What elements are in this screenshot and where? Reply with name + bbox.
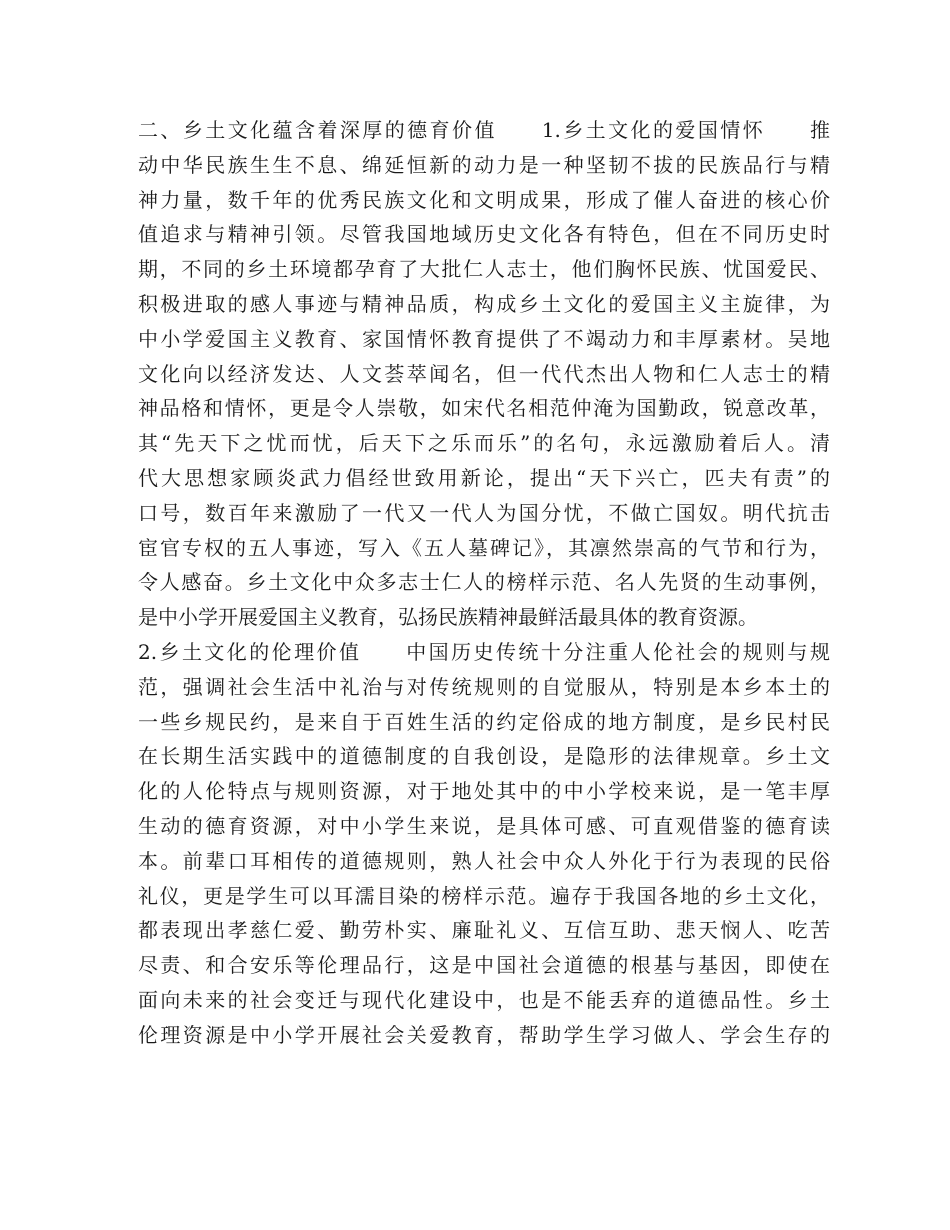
text-line: 值追求与精神引领。尽管我国地域历史文化各有特色，但在不同历史时 bbox=[138, 222, 830, 247]
text-line: 积极进取的感人事迹与精神品质，构成乡土文化的爱国主义主旋律，为 bbox=[138, 291, 830, 316]
text-line: 动中华民族生生不息、绵延恒新的动力是一种坚韧不拔的民族品行与精 bbox=[138, 152, 830, 177]
text-line: 二、乡土文化蕴含着深厚的德育价值 1.乡土文化的爱国情怀 推 bbox=[138, 118, 830, 142]
text-line: 是中小学开展爱国主义教育，弘扬民族精神最鲜活最具体的教育资源。 bbox=[138, 605, 758, 630]
text-line: 期，不同的乡土环境都孕育了大批仁人志士，他们胸怀民族、忧国爱民、 bbox=[138, 257, 830, 282]
text-line: 面向未来的社会变迁与现代化建设中，也是不能丢弃的道德品性。乡土 bbox=[138, 987, 830, 1012]
text-line: 神力量，数千年的优秀民族文化和文明成果，形成了催人奋进的核心价 bbox=[138, 187, 830, 212]
text-line: 文化向以经济发达、人文荟萃闻名，但一代代杰出人物和仁人志士的精 bbox=[138, 361, 830, 386]
text-line: 化的人伦特点与规则资源，对于地处其中的中小学校来说，是一笔丰厚 bbox=[138, 779, 830, 804]
text-line: 在长期生活实践中的道德制度的自我创设，是隐形的法律规章。乡土文 bbox=[138, 744, 830, 769]
text-line: 一些乡规民约，是来自于百姓生活的约定俗成的地方制度，是乡民村民 bbox=[138, 709, 830, 734]
text-line: 代大思想家顾炎武力倡经世致用新论，提出“天下兴亡，匹夫有责”的 bbox=[138, 465, 830, 490]
text-line: 范，强调社会生活中礼治与对传统规则的自觉服从，特别是本乡本土的 bbox=[138, 674, 830, 699]
text-line: 2.乡土文化的伦理价值 中国历史传统十分注重人伦社会的规则与规 bbox=[138, 639, 830, 664]
text-line: 都表现出孝慈仁爱、勤劳朴实、廉耻礼义、互信互助、悲天悯人、吃苦 bbox=[138, 918, 830, 943]
text-line: 口号，数百年来激励了一代又一代人为国分忧，不做亡国奴。明代抗击 bbox=[138, 500, 830, 525]
text-line: 生动的德育资源，对中小学生来说，是具体可感、可直观借鉴的德育读 bbox=[138, 813, 830, 838]
body-text bbox=[138, 113, 830, 1053]
text-line: 本。前辈口耳相传的道德规则，熟人社会中众人外化于行为表现的民俗 bbox=[138, 848, 830, 873]
text-line: 伦理资源是中小学开展社会关爱教育，帮助学生学习做人、学会生存的 bbox=[138, 1022, 830, 1047]
text-line: 尽责、和合安乐等伦理品行，这是中国社会道德的根基与基因，即使在 bbox=[138, 953, 830, 978]
text-line: 神品格和情怀，更是令人崇敬，如宋代名相范仲淹为国勤政，锐意改革， bbox=[138, 396, 830, 421]
text-line: 令人感奋。乡土文化中众多志士仁人的榜样示范、名人先贤的生动事例， bbox=[138, 570, 830, 595]
text-line: 中小学爱国主义教育、家国情怀教育提供了不竭动力和丰厚素材。吴地 bbox=[138, 326, 830, 351]
text-line: 其“先天下之忧而忧，后天下之乐而乐”的名句，永远激励着后人。清 bbox=[138, 431, 830, 456]
text-line: 礼仪，更是学生可以耳濡目染的榜样示范。遍存于我国各地的乡土文化， bbox=[138, 883, 830, 908]
text-line: 宦官专权的五人事迹，写入《五人墓碑记》，其凛然崇高的气节和行为， bbox=[138, 535, 830, 560]
